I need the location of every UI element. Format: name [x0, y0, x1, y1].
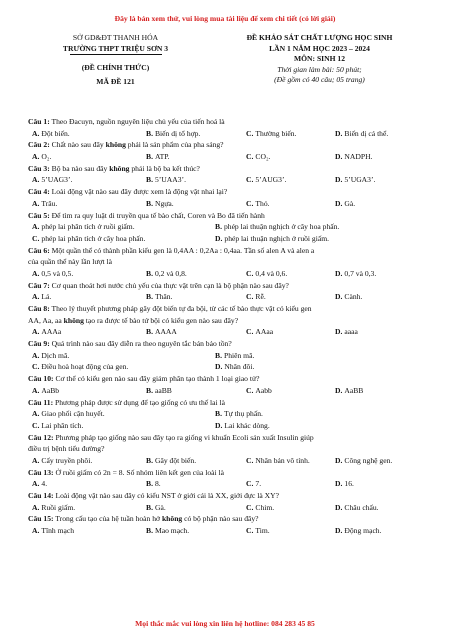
answer-text: Cành.: [344, 292, 363, 302]
answer-option: [335, 502, 379, 514]
question-text: Bộ ba nào sau đây: [51, 163, 110, 173]
question-label: Câu 3:: [28, 163, 50, 173]
answer-letter: A.: [32, 526, 40, 536]
answer-letter: D.: [215, 362, 223, 372]
answer-option: [246, 291, 266, 303]
question-label: Câu 10:: [28, 374, 54, 384]
answer-text: Biến dị cá thể.: [344, 128, 389, 138]
answer-row: [28, 361, 428, 373]
answer-option: [32, 198, 57, 210]
answer-option: [32, 420, 83, 432]
answer-option: [146, 525, 189, 537]
answer-option: [32, 174, 72, 186]
answer-option: [215, 350, 254, 362]
answer-letter: B.: [146, 526, 153, 536]
answer-letter: D.: [335, 175, 343, 185]
question-text: Phương pháp tạo giống nào sau đây tạo ra giống vi khuẩn Ecoli sản xuất Insulin giúp: [55, 432, 314, 442]
answer-letter: C.: [246, 292, 254, 302]
answer-text: phép lai phân tích ở cây hoa phấn.: [41, 233, 146, 243]
answer-letter: A.: [32, 350, 40, 360]
answer-option: [215, 408, 263, 420]
question-text: AA, Aa, aa: [28, 315, 64, 325]
answer-option: [215, 420, 270, 432]
answer-letter: C.: [246, 268, 254, 278]
answer-text: 0,2 và 0,8.: [154, 268, 187, 278]
answer-text: Phiên mã.: [223, 350, 255, 360]
answer-option: [246, 151, 271, 163]
answer-option: [215, 361, 254, 373]
question-stem-line: [28, 256, 428, 268]
answer-letter: D.: [335, 152, 343, 162]
answer-letter: D.: [335, 502, 343, 512]
answer-text: Rễ.: [255, 292, 266, 302]
answer-text: Đột biến.: [41, 128, 70, 138]
answer-letter: C.: [246, 455, 254, 465]
answer-letter: C.: [32, 420, 40, 430]
answer-row: [28, 268, 428, 280]
answer-option: [335, 151, 372, 163]
answer-letter: B.: [146, 268, 153, 278]
answer-text: Ngựa.: [154, 198, 174, 208]
answer-row: [28, 525, 428, 537]
answer-option: [335, 198, 355, 210]
answer-text: NADPH.: [344, 152, 373, 162]
school-name: TRƯỜNG THPT TRIỆU SƠN 3: [62, 43, 169, 53]
question-label: Câu 11:: [28, 397, 54, 407]
answer-text: Cấy truyền phôi.: [41, 455, 93, 465]
question-stem-line: [28, 139, 428, 151]
question-stem-line: [28, 303, 428, 315]
answer-text: Gà.: [154, 502, 166, 512]
answer-letter: C.: [246, 152, 254, 162]
answer-text: Chim.: [255, 502, 275, 512]
answer-option: [335, 455, 392, 467]
answer-option: [32, 221, 135, 233]
answer-text: 16.: [344, 479, 354, 489]
question-label: Câu 14:: [28, 491, 54, 500]
answer-option: [146, 502, 166, 514]
answer-row: [28, 455, 428, 467]
answer-letter: B.: [146, 198, 153, 208]
answer-row: [28, 420, 428, 432]
answer-row: [28, 291, 428, 303]
question-count: (Đề gồm có 40 câu; 05 trang): [274, 75, 365, 85]
question-text: Phương pháp được sử dụng để tạo giống có ưu thế lai là: [55, 397, 226, 407]
question-stem-line: [28, 163, 428, 175]
question-text: Quá trình nào sau đây diễn ra theo nguyên tắc bán bảo tồn?: [51, 339, 232, 349]
answer-option: [146, 478, 161, 490]
answer-letter: B.: [215, 409, 222, 419]
answer-letter: D.: [335, 327, 343, 337]
answer-row: [28, 385, 428, 397]
question-emphasis: không: [105, 140, 126, 150]
question-text: Cơ quan thoát hơi nước chủ yếu của thực vật trên cạn là bộ phận nào sau đây?: [51, 280, 289, 290]
question-label: Câu 9:: [28, 339, 50, 349]
question-stem-line: [28, 116, 428, 128]
answer-letter: A.: [32, 128, 40, 138]
answer-text: Giao phối cận huyết.: [41, 409, 105, 419]
question-emphasis: không: [63, 315, 84, 325]
answer-option: [246, 478, 261, 490]
answer-letter: A.: [32, 222, 40, 232]
department-name: SỞ GD&ĐT THANH HÓA: [72, 33, 159, 42]
question-text: Cơ thể có kiểu gen nào sau đây giảm phân tạo thành 1 loại giao tử?: [55, 374, 260, 384]
question-stem-line: [28, 186, 428, 198]
answer-option: [32, 268, 73, 280]
answer-option: [335, 268, 376, 280]
answer-letter: C.: [246, 502, 254, 512]
question-text: điều trị bệnh tiểu đường?: [28, 444, 105, 454]
answer-option: [146, 174, 186, 186]
answer-letter: D.: [215, 420, 223, 430]
question-stem-line: [28, 490, 428, 502]
answer-letter: A.: [32, 292, 40, 302]
answer-text: Nhân bản vô tính.: [255, 455, 310, 465]
answer-letter: B.: [146, 479, 153, 489]
question-label: Câu 6:: [28, 245, 50, 255]
answer-letter: B.: [146, 502, 153, 512]
official-label: (ĐỀ CHÍNH THỨC): [81, 63, 150, 73]
question-text: Ở ruồi giấm có 2n = 8. Số nhóm liên kết gen của loài là: [55, 467, 225, 477]
answer-letter: A.: [32, 152, 40, 162]
answer-option: [246, 198, 270, 210]
answer-option: [246, 502, 274, 514]
answer-text: 0,7 và 0,3.: [344, 268, 377, 278]
question-emphasis: không: [109, 163, 130, 173]
answer-text: Tự thụ phấn.: [223, 409, 263, 419]
answer-text: 5’UAG3’.: [41, 175, 73, 185]
question-label: Câu 4:: [28, 187, 50, 197]
answer-option: [32, 350, 69, 362]
answer-letter: C.: [246, 175, 254, 185]
answer-option: [146, 128, 200, 140]
answer-text: Lai phân tích.: [41, 420, 84, 430]
question-stem-line: [28, 245, 428, 257]
question-stem-line: [28, 467, 428, 479]
answer-letter: B.: [146, 152, 153, 162]
answer-text: phép lai thuận nghịch ở ruồi giấm.: [224, 233, 330, 243]
answer-letter: A.: [32, 268, 40, 278]
answer-option: [335, 326, 358, 338]
answer-option: [32, 151, 51, 163]
answer-text: Mao mạch.: [154, 526, 190, 536]
answer-letter: A.: [32, 502, 40, 512]
answer-text: Động mạch.: [344, 526, 382, 536]
answer-text: phép lai phân tích ở ruồi giấm.: [41, 222, 135, 232]
answer-text: 4.: [41, 479, 48, 489]
answer-letter: C.: [246, 128, 254, 138]
question-text-tail: phải là sản phẩm của pha sáng?: [125, 140, 224, 150]
question-text: Chất nào sau đây: [51, 140, 106, 150]
answer-option: [246, 128, 296, 140]
answer-letter: A.: [32, 385, 40, 395]
question-text: Theo Đacuyn, nguồn nguyên liệu chủ yếu của tiến hoá là: [51, 117, 225, 126]
answer-text: Tim.: [255, 526, 270, 536]
answer-option: [246, 174, 286, 186]
question-list: [28, 116, 428, 537]
question-emphasis: không: [161, 514, 183, 524]
answer-row: [28, 350, 428, 362]
answer-letter: B.: [146, 385, 153, 395]
answer-text: 7.: [255, 479, 262, 489]
question-text: Theo lý thuyết phương pháp gây đột biến tự đa bội, từ các tế bào thực vật có kiểu gen: [51, 304, 312, 313]
answer-option: [32, 233, 145, 245]
answer-letter: A.: [32, 409, 40, 419]
answer-text: CO₂.: [255, 152, 271, 162]
answer-text: Gây đột biến.: [154, 455, 197, 465]
answer-option: [32, 385, 59, 397]
question-stem-line: [28, 397, 428, 409]
answer-option: [146, 198, 174, 210]
answer-option: [32, 326, 61, 338]
answer-letter: B.: [146, 292, 153, 302]
answer-letter: C.: [246, 479, 254, 489]
answer-letter: A.: [32, 198, 40, 208]
answer-letter: A.: [32, 479, 40, 489]
answer-text: Nhân đôi.: [224, 362, 255, 372]
answer-option: [246, 326, 273, 338]
answer-option: [32, 455, 92, 467]
answer-option: [335, 478, 354, 490]
answer-letter: B.: [146, 327, 153, 337]
answer-text: AAAa: [41, 327, 62, 337]
answer-letter: D.: [335, 198, 343, 208]
question-text: Một quần thể có thành phần kiểu gen là 0,4AA : 0,2Aa : 0,4aa. Tần số alen A và alen a: [51, 245, 315, 255]
answer-text: Lá.: [41, 292, 52, 302]
answer-text: aaBB: [154, 385, 172, 395]
question-label: Câu 15:: [28, 514, 54, 524]
answer-option: [32, 128, 70, 140]
answer-text: AaBb: [41, 385, 60, 395]
question-stem-line: [28, 513, 428, 525]
answer-text: Lai khác dòng.: [224, 420, 270, 430]
header-right: [212, 33, 427, 86]
question-label: Câu 5:: [28, 210, 50, 220]
answer-row: [28, 151, 428, 163]
answer-text: Biến dị tổ hợp.: [154, 128, 201, 138]
answer-option: [146, 326, 177, 338]
answer-text: 8.: [154, 479, 161, 489]
subject: MÔN: SINH 12: [293, 54, 346, 64]
answer-letter: B.: [215, 350, 222, 360]
answer-option: [215, 233, 329, 245]
answer-text: Gà.: [344, 198, 356, 208]
answer-letter: B.: [146, 455, 153, 465]
answer-letter: D.: [215, 233, 223, 243]
answer-row: [28, 326, 428, 338]
answer-row: [28, 221, 428, 233]
answer-letter: A.: [32, 175, 40, 185]
answer-option: [146, 385, 172, 397]
answer-letter: D.: [335, 292, 343, 302]
preview-banner: Đây là bản xem thử, vui lòng mua tài liệu để xem chi tiết (có lời giải): [114, 14, 336, 23]
question-text-tail: phải là bộ ba kết thúc?: [129, 163, 200, 173]
answer-option: [246, 385, 272, 397]
answer-text: ATP.: [154, 152, 170, 162]
answer-letter: C.: [246, 385, 254, 395]
answer-text: 0,5 và 0,5.: [41, 268, 74, 278]
answer-text: Thỏ.: [255, 198, 270, 208]
answer-option: [246, 268, 287, 280]
answer-letter: D.: [335, 455, 343, 465]
answer-letter: D.: [335, 526, 343, 536]
question-stem-line: [28, 210, 428, 222]
question-text: Loài động vật nào sau đây được xem là động vật nhai lại?: [51, 187, 228, 197]
header-left: [28, 33, 203, 87]
question-stem-line: [28, 373, 428, 385]
answer-row: [28, 128, 428, 140]
answer-row: [28, 174, 428, 186]
answer-option: [335, 128, 388, 140]
answer-text: Thân.: [154, 292, 173, 302]
answer-letter: C.: [32, 362, 40, 372]
question-label: Câu 8:: [28, 304, 50, 313]
question-label: Câu 13:: [28, 467, 54, 477]
answer-text: Điều hoà hoạt động của gen.: [41, 362, 129, 372]
answer-letter: A.: [32, 327, 40, 337]
question-label: Câu 7:: [28, 280, 50, 290]
answer-option: [32, 502, 75, 514]
answer-option: [246, 525, 270, 537]
answer-text: 5’AUG3’.: [255, 175, 287, 185]
answer-option: [32, 291, 51, 303]
answer-text: Tĩnh mạch: [41, 526, 75, 536]
answer-row: [28, 198, 428, 210]
answer-text: Dịch mã.: [41, 350, 70, 360]
answer-letter: B.: [215, 222, 222, 232]
question-stem-line: [28, 443, 428, 455]
answer-letter: A.: [32, 455, 40, 465]
question-label: Câu 2:: [28, 140, 50, 150]
answer-row: [28, 502, 428, 514]
answer-option: [335, 174, 375, 186]
answer-text: Châu chấu.: [344, 502, 379, 512]
answer-option: [32, 408, 105, 420]
answer-option: [246, 455, 310, 467]
question-text-tail: tạo ra được tế bào tứ bội có kiểu gen nào sau đây?: [83, 315, 239, 325]
exam-title: ĐỀ KHẢO SÁT CHẤT LƯỢNG HỌC SINH: [246, 33, 393, 42]
answer-letter: C.: [246, 198, 254, 208]
answer-text: AAAA: [154, 327, 177, 337]
question-stem-line: [28, 315, 428, 327]
answer-text: AaBB: [344, 385, 364, 395]
answer-option: [335, 291, 362, 303]
answer-option: [146, 151, 170, 163]
answer-text: aaaa: [344, 327, 358, 337]
answer-text: AAaa: [255, 327, 274, 337]
answer-letter: C.: [246, 526, 254, 536]
question-text: Để tìm ra quy luật di truyền qua tế bào chất, Coren và Bo đã tiến hành: [51, 210, 265, 220]
question-stem-line: [28, 280, 428, 292]
answer-letter: B.: [146, 128, 153, 138]
answer-row: [28, 233, 428, 245]
answer-text: phép lai thuận nghịch ở cây hoa phấn.: [223, 222, 340, 232]
time-limit: Thời gian làm bài: 50 phút;: [277, 64, 362, 74]
answer-text: 5’UGA3’.: [344, 175, 376, 185]
exam-round: LẦN 1 NĂM HỌC 2023 – 2024: [269, 43, 370, 53]
answer-text: Trâu.: [41, 198, 58, 208]
answer-letter: D.: [335, 268, 343, 278]
answer-text: Thường biến.: [255, 128, 297, 138]
answer-option: [335, 525, 382, 537]
answer-text: 0,4 và 0,6.: [255, 268, 288, 278]
answer-letter: C.: [246, 327, 254, 337]
answer-letter: C.: [32, 233, 40, 243]
answer-letter: D.: [335, 479, 343, 489]
hotline-footer: Mọi thắc mắc vui lòng xin liên hệ hotline: 084 283 45 85: [135, 619, 315, 628]
question-text: Loài động vật nào sau đây có kiểu NST ở giới cái là XX, giới đực là XY?: [55, 491, 279, 500]
question-text-tail: có bộ phận nào sau đây?: [182, 514, 259, 524]
question-text: Trong cấu tạo của hệ tuần hoàn hở: [55, 514, 162, 524]
answer-option: [32, 361, 128, 373]
exam-code: MÃ ĐỀ 121: [96, 76, 135, 86]
answer-option: [146, 455, 196, 467]
answer-text: Ruồi giấm.: [41, 502, 76, 512]
answer-row: [28, 408, 428, 420]
answer-option: [32, 525, 74, 537]
question-label: Câu 1:: [28, 117, 50, 126]
answer-letter: D.: [335, 385, 343, 395]
question-stem-line: [28, 432, 428, 444]
answer-option: [32, 478, 47, 490]
answer-option: [335, 385, 363, 397]
answer-text: Aabb: [255, 385, 272, 395]
answer-text: O₂.: [41, 152, 52, 162]
answer-text: Công nghệ gen.: [344, 455, 393, 465]
question-label: Câu 12:: [28, 432, 54, 442]
answer-option: [146, 291, 172, 303]
question-text: của quần thể này lần lượt là: [28, 257, 113, 267]
answer-option: [215, 221, 339, 233]
question-stem-line: [28, 338, 428, 350]
answer-option: [146, 268, 187, 280]
answer-letter: D.: [335, 128, 343, 138]
answer-text: 5’UAA3’.: [154, 175, 186, 185]
answer-row: [28, 478, 428, 490]
answer-letter: B.: [146, 175, 153, 185]
